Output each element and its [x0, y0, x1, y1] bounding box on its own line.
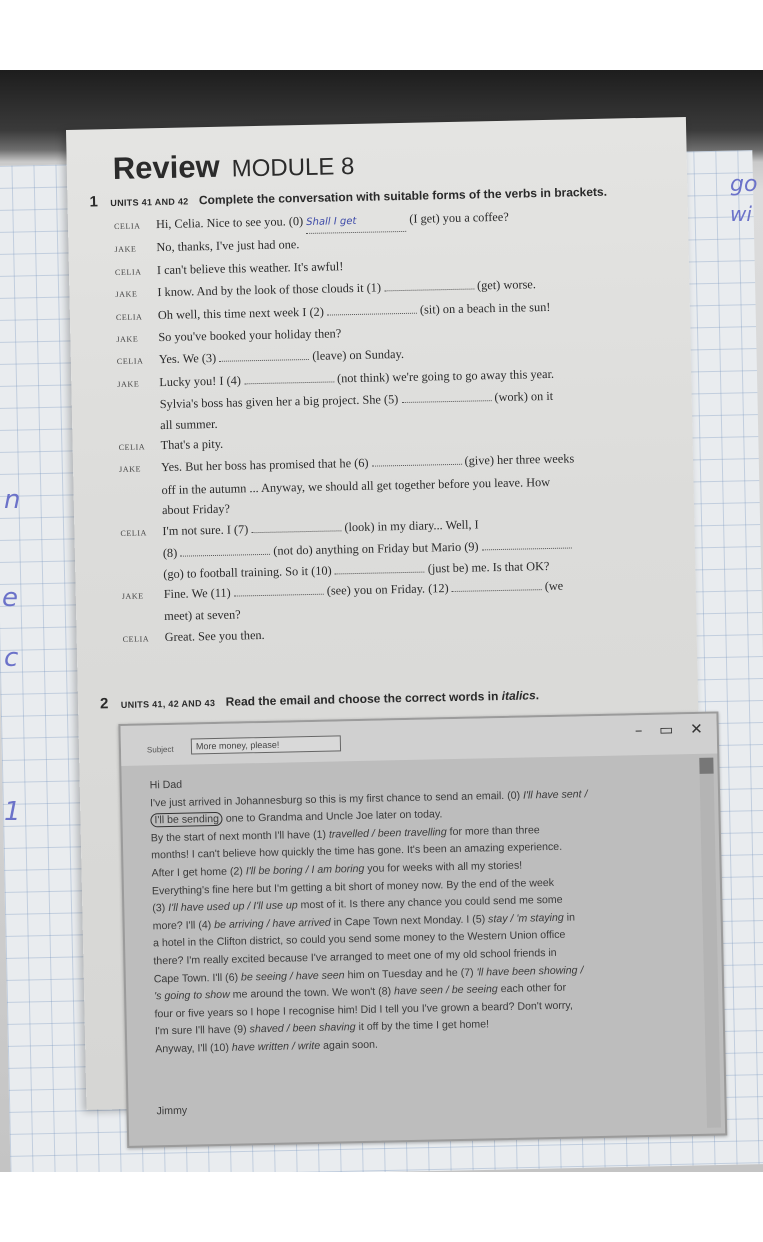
dialogue-fragment: Hi, Celia. Nice to see you. (0)	[155, 213, 307, 232]
dialogue-fragment: I can't believe this weather. It's awful!	[156, 259, 344, 277]
speaker-label: CELIA	[113, 221, 141, 232]
email-text: there? I'm really excited because I've arranged to meet one of my old school friends in	[153, 946, 557, 968]
email-window	[118, 711, 727, 1147]
speaker-label: JAKE	[117, 379, 140, 389]
email-text: a hotel in the Clifton district, so could you send some money to the Western Union office	[152, 929, 566, 950]
answer-gap[interactable]	[371, 452, 461, 467]
answer-gap[interactable]	[451, 577, 541, 592]
speaker-label	[118, 394, 160, 415]
dialogue-fragment: I'm not sure. I (7)	[162, 521, 252, 538]
dialogue-fragment: Yes. We (3)	[158, 351, 220, 367]
dialogue-fragment: Great. See you then.	[164, 627, 265, 644]
speaker-label: CELIA	[120, 528, 148, 538]
subject-label: Subject	[146, 744, 174, 755]
dialogue-fragment: That's a pity.	[160, 436, 224, 453]
dialogue-fragment: (8)	[162, 545, 181, 561]
choice-options: travelled / been travelling	[328, 825, 447, 841]
handwritten-note-edge-1: go	[730, 172, 758, 197]
email-text: in	[563, 911, 576, 924]
speaker-label: JAKE	[114, 244, 137, 255]
dialogue-fragment: Lucky you! I (4)	[159, 373, 245, 389]
circled-example-answer: I'll be sending	[150, 812, 223, 828]
email-text: most of it. Is there any chance you could send me some	[297, 893, 563, 912]
instruction-suffix: .	[535, 688, 540, 703]
email-text: in Cape Town next Monday. I (5)	[330, 913, 489, 929]
handwritten-note-edge-2: wi	[730, 202, 752, 226]
email-text: Everything's fine here but I'm getting a bit short of money now. By the end of the week	[151, 876, 555, 897]
speaker-label: JAKE	[115, 289, 138, 300]
choice-options: be seeing / have seen	[240, 968, 345, 984]
email-text: again soon.	[320, 1038, 379, 1052]
exercise-1-dialogue	[114, 203, 683, 650]
choice-options: shaved / been shaving	[249, 1021, 356, 1036]
exercise-1-number: 1	[89, 193, 99, 211]
dialogue-fragment: (leave) on Sunday.	[309, 347, 405, 364]
speaker-label: JAKE	[121, 591, 144, 601]
email-text: Cape Town. I'll (6)	[153, 971, 242, 985]
speaker-label: CELIA	[118, 442, 146, 453]
answer-gap[interactable]	[384, 277, 474, 292]
answer-gap[interactable]	[251, 518, 341, 533]
choice-options: I'll have used up / I'll use up	[168, 899, 298, 915]
speaker-label	[119, 480, 161, 501]
email-scrollbar-thumb	[699, 758, 713, 774]
instruction-prefix: Read the email and choose the correct words in	[225, 689, 502, 709]
speaker-label	[118, 415, 160, 436]
email-body	[150, 766, 686, 1059]
answer-gap[interactable]	[234, 582, 324, 597]
email-text: I'm sure I'll have (9)	[154, 1023, 250, 1038]
email-text: for more than three	[446, 824, 540, 838]
answer-gap[interactable]	[481, 536, 571, 551]
email-text: me around the town. We won't (8)	[229, 985, 395, 1001]
dialogue-fragment: Oh well, this time next week I (2)	[157, 304, 328, 322]
speaker-label: CELIA	[114, 267, 142, 277]
exercise-1-units: UNITS 41 AND 42	[110, 196, 189, 209]
choice-options: be arriving / have arrived	[214, 916, 331, 931]
exercise-2-number: 2	[99, 695, 109, 713]
dialogue-fragment: (I get) you a coffee?	[406, 209, 509, 226]
title-module: MODULE 8	[231, 152, 355, 183]
email-text: it off by the time I get home!	[355, 1018, 490, 1034]
answer-gap[interactable]	[327, 300, 417, 315]
example-answer: Shall I get	[306, 211, 406, 234]
exercise-2-instruction	[226, 688, 540, 709]
email-text: months! I can't believe how quickly the time has gone. It's been an amazing experience.	[151, 841, 563, 862]
email-text: you for weeks with all my stories!	[364, 859, 523, 875]
dialogue-fragment: (look) in my diary... Well, I	[341, 517, 479, 535]
speaker-label	[121, 543, 163, 564]
choice-options: 'll have been showing /	[476, 963, 584, 979]
dialogue-fragment: So you've booked your holiday then?	[158, 326, 342, 345]
email-scrollbar	[699, 758, 721, 1128]
dialogue-fragment: (sit) on a beach in the sun!	[416, 299, 551, 317]
exercise-2-units: UNITS 41, 42 AND 43	[120, 698, 216, 710]
email-header-bar	[120, 714, 717, 766]
dialogue-fragment: meet) at seven?	[164, 607, 241, 624]
choice-options: have written / write	[231, 1039, 321, 1054]
speaker-label	[120, 500, 162, 521]
exercise-1-instruction: Complete the conversation with suitable forms of the verbs in brackets.	[198, 184, 608, 208]
dialogue-fragment: Sylvia's boss has given her a big project. She (5)	[159, 392, 402, 412]
margin-letter-2: e	[2, 583, 18, 613]
speaker-label: JAKE	[119, 464, 142, 475]
dialogue-fragment: (see) you on Friday. (12)	[323, 580, 452, 598]
email-text: each other for	[497, 981, 567, 996]
dialogue-fragment: (not do) anything on Friday but Mario (9)	[270, 539, 482, 558]
speaker-label: CELIA	[115, 312, 143, 322]
textbook-page	[66, 117, 709, 1118]
email-text: him on Tuesday and he (7)	[344, 966, 477, 981]
email-text: By the start of next month I'll have (1)	[150, 828, 330, 845]
dialogue-fragment: No, thanks, I've just had one.	[156, 237, 300, 255]
margin-letter-3: c	[4, 643, 19, 673]
window-controls-icon: – ▭ ✕	[634, 719, 709, 740]
instruction-italic: italics	[501, 688, 536, 703]
speaker-label	[121, 564, 163, 585]
dialogue-fragment: about Friday?	[161, 501, 231, 518]
dialogue-fragment: Fine. We (11)	[163, 585, 234, 601]
margin-letter-1: n	[4, 485, 21, 515]
choice-options: stay / 'm staying	[487, 911, 564, 926]
email-greeting: Hi Dad	[149, 778, 183, 792]
email-text: After I get home (2)	[151, 865, 246, 880]
dialogue-fragment: Yes. But her boss has promised that he (6)	[160, 456, 372, 475]
exercise-2-heading	[100, 686, 539, 713]
choice-options: I'll be boring / I am boring	[245, 862, 365, 878]
speaker-label: CELIA	[116, 356, 144, 367]
email-text: one to Grandma and Uncle Joe later on today.	[222, 808, 443, 826]
dialogue-fragment: (work) on it	[491, 389, 554, 405]
dialogue-fragment: (we	[541, 578, 564, 594]
answer-gap[interactable]	[244, 369, 334, 384]
dialogue-fragment: all summer.	[160, 416, 218, 432]
page-title	[112, 146, 354, 187]
choice-options: I'll have sent /	[522, 787, 588, 802]
email-text: four or five years so I hope I recognise him! Did I tell you I've grown a beard? Don't worry,	[154, 999, 573, 1021]
dialogue-fragment: (give) her three weeks	[461, 451, 575, 469]
email-text: (3)	[152, 902, 169, 915]
speaker-label	[122, 606, 164, 627]
answer-gap[interactable]	[180, 542, 270, 557]
choice-options: 's going to show	[154, 988, 230, 1003]
email-text: I've just arrived in Johannesburg so this is my first chance to send an email. (0)	[149, 789, 524, 809]
email-signoff: Jimmy	[156, 1104, 188, 1118]
choice-options: have seen / be seeing	[393, 983, 498, 998]
speaker-label: JAKE	[116, 334, 139, 345]
email-text: Anyway, I'll (10)	[155, 1041, 232, 1056]
title-review: Review	[112, 148, 221, 187]
email-text: more? I'll (4)	[152, 918, 215, 933]
speaker-label: CELIA	[122, 634, 150, 644]
subject-field: More money, please!	[191, 735, 341, 754]
dialogue-fragment: I know. And by the look of those clouds it (1)	[157, 280, 385, 300]
dialogue-fragment: (go) to football training. So it (10)	[163, 562, 335, 581]
dialogue-fragment: (get) worse.	[473, 277, 536, 293]
dialogue-fragment: off in the autumn ... Anyway, we should all get together before you leave. How	[161, 474, 551, 497]
answer-gap[interactable]	[401, 388, 491, 403]
answer-gap[interactable]	[219, 347, 309, 362]
margin-letter-4: 1	[4, 797, 21, 827]
answer-gap[interactable]	[335, 559, 425, 574]
dialogue-fragment: (not think) we're going to go away this year.	[333, 366, 555, 386]
dialogue-fragment: (just be) me. Is that OK?	[424, 558, 550, 576]
